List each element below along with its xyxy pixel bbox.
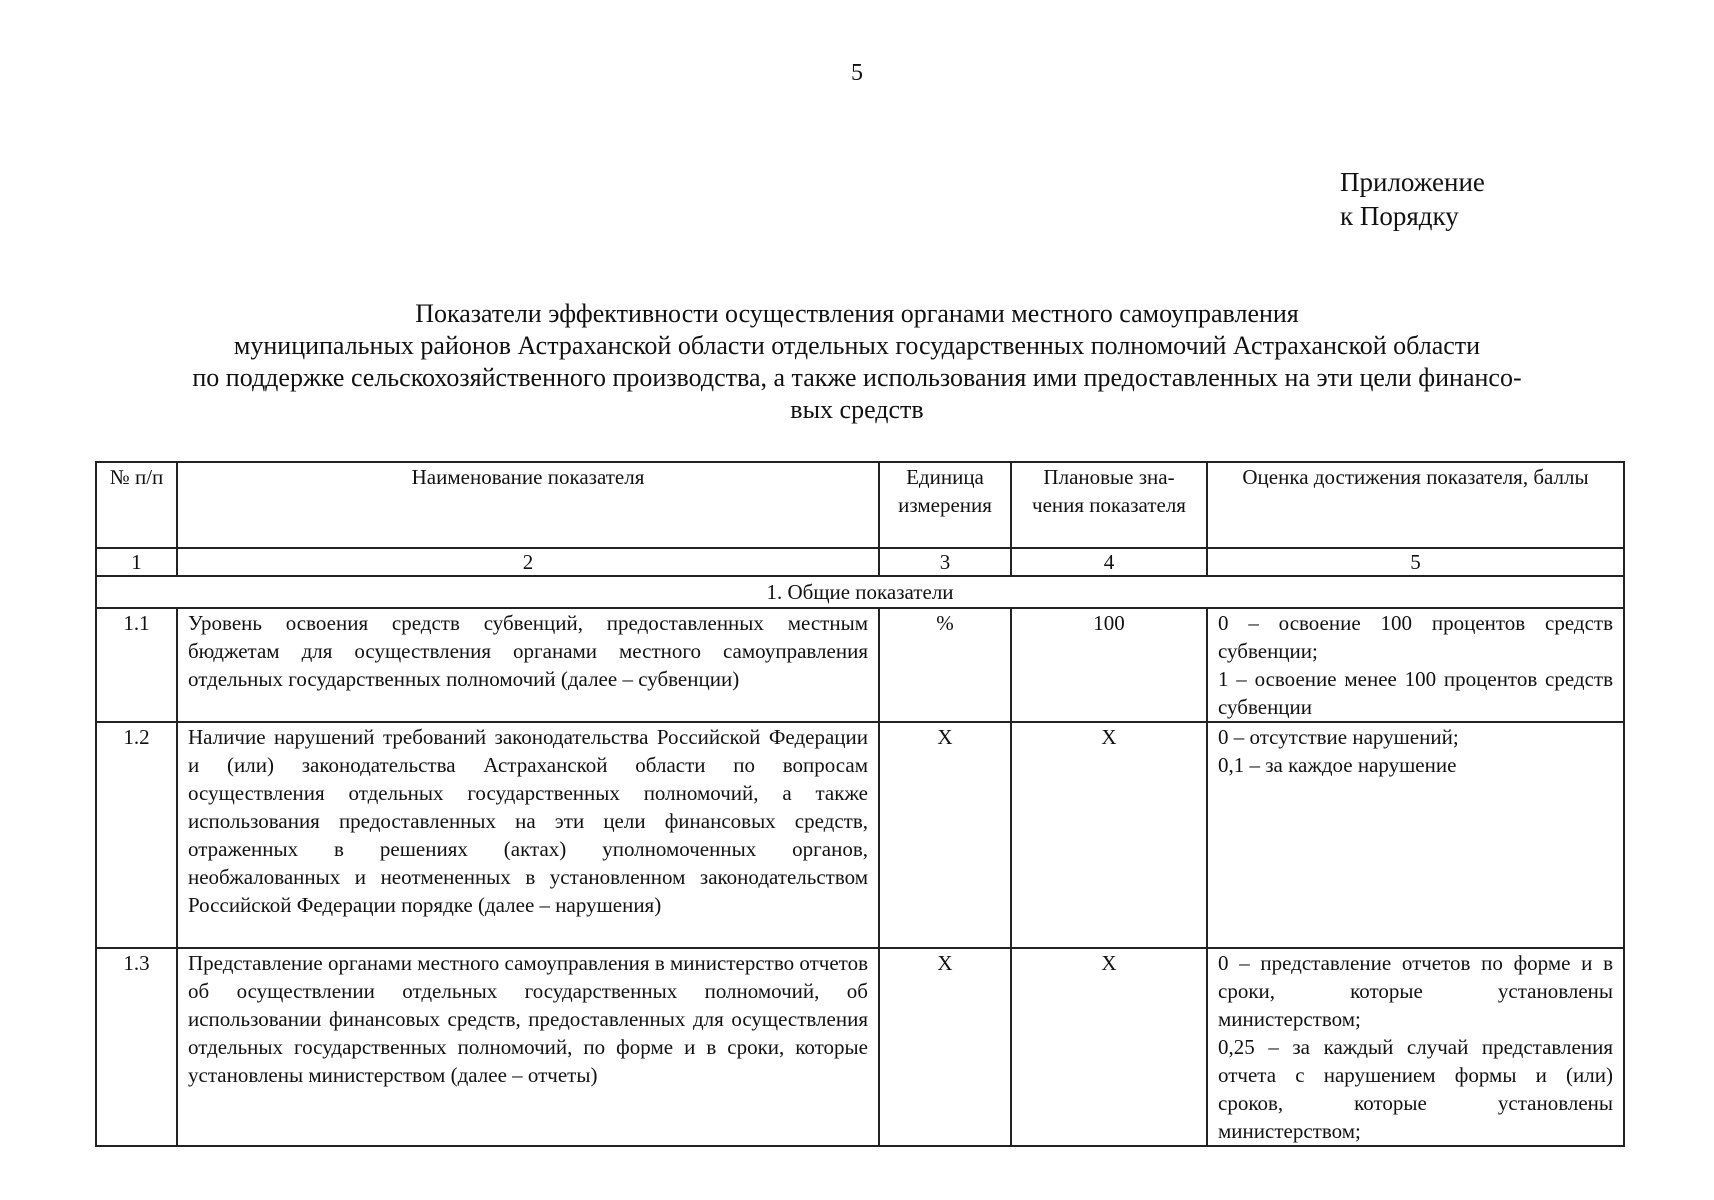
score-line: 0 – отсутствие нарушений; — [1218, 725, 1459, 749]
title-line-3: по поддержке сельскохозяйственного производства, а также использования ими предоставленных на эти цели финансо- — [192, 363, 1522, 392]
row-plan: X — [1011, 722, 1207, 948]
header-num: № п/п — [96, 462, 177, 548]
header-unit: Единица измерения — [879, 462, 1011, 548]
column-number: 3 — [879, 548, 1011, 576]
row-name: Уровень освоения средств субвенций, предоставленных местным бюджетам для осуществления органами местного самоуправления отдельных государственных полномочий (далее – субвенции) — [177, 608, 879, 722]
row-num: 1.2 — [96, 722, 177, 948]
title-line-2: муниципальных районов Астраханской области отдельных государственных полномочий Астраханской области — [233, 331, 1481, 360]
row-num: 1.3 — [96, 948, 177, 1146]
section-title: 1. Общие показатели — [96, 576, 1624, 608]
row-name: Представление органами местного самоуправления в министерство отчетов об осуществлении отдельных государственных полномочий, об использовании финансовых средств, предоставленных для осуществления отдельных государственных полномочий, по форме и в сроки, которые установлены министерством (далее – отчеты) — [177, 948, 879, 1146]
section-row — [96, 576, 1624, 608]
score-line: 0,1 – за каждое нарушение — [1218, 753, 1457, 777]
title-line-1: Показатели эффективности осуществления органами местного самоуправления — [415, 299, 1299, 328]
row-num: 1.1 — [96, 608, 177, 722]
table-row — [96, 608, 1624, 722]
indicators-table — [95, 461, 1625, 1147]
column-number-row — [96, 548, 1624, 576]
table-row — [96, 722, 1624, 948]
column-number: 2 — [177, 548, 879, 576]
score-line: 0,25 – за каждый случай представления отчета с нарушением формы и (или) сроков, которые установлены министерством; — [1218, 1035, 1613, 1143]
column-number: 4 — [1011, 548, 1207, 576]
header-plan: Плановые зна-чения показателя — [1011, 462, 1207, 548]
title-line-4: вых средств — [790, 395, 924, 424]
document-title — [100, 298, 1614, 426]
row-name: Наличие нарушений требований законодательства Российской Федерации и (или) законодательства Астраханской области по вопросам осуществления отдельных государственных полномочий, а также использования предоставленных на эти цели финансовых средств, отраженных в решениях (актах) уполномоченных органов, необжалованных и неотмененных в установленном законодательством Российской Федерации порядке (далее – нарушения) — [177, 722, 879, 948]
score-line: 1 – освоение менее 100 процентов средств субвенции — [1218, 667, 1613, 719]
appendix-line-2: к Порядку — [1340, 201, 1459, 231]
row-plan: X — [1011, 948, 1207, 1146]
appendix-caption — [1340, 165, 1485, 233]
column-number: 5 — [1207, 548, 1624, 576]
row-plan: 100 — [1011, 608, 1207, 722]
row-unit: % — [879, 608, 1011, 722]
score-line: 0 – представление отчетов по форме и в сроки, которые установлены министерством; — [1218, 951, 1613, 1031]
appendix-line-1: Приложение — [1340, 167, 1485, 197]
header-score: Оценка достижения показателя, баллы — [1207, 462, 1624, 548]
row-unit: X — [879, 948, 1011, 1146]
header-name: Наименование показателя — [177, 462, 879, 548]
column-number: 1 — [96, 548, 177, 576]
row-score — [1207, 722, 1624, 948]
row-unit: X — [879, 722, 1011, 948]
table-header-row — [96, 462, 1624, 548]
row-score — [1207, 948, 1624, 1146]
table-row — [96, 948, 1624, 1146]
row-score — [1207, 608, 1624, 722]
score-line: 0 – освоение 100 процентов средств субвенции; — [1218, 611, 1613, 663]
page-number: 5 — [851, 60, 863, 86]
